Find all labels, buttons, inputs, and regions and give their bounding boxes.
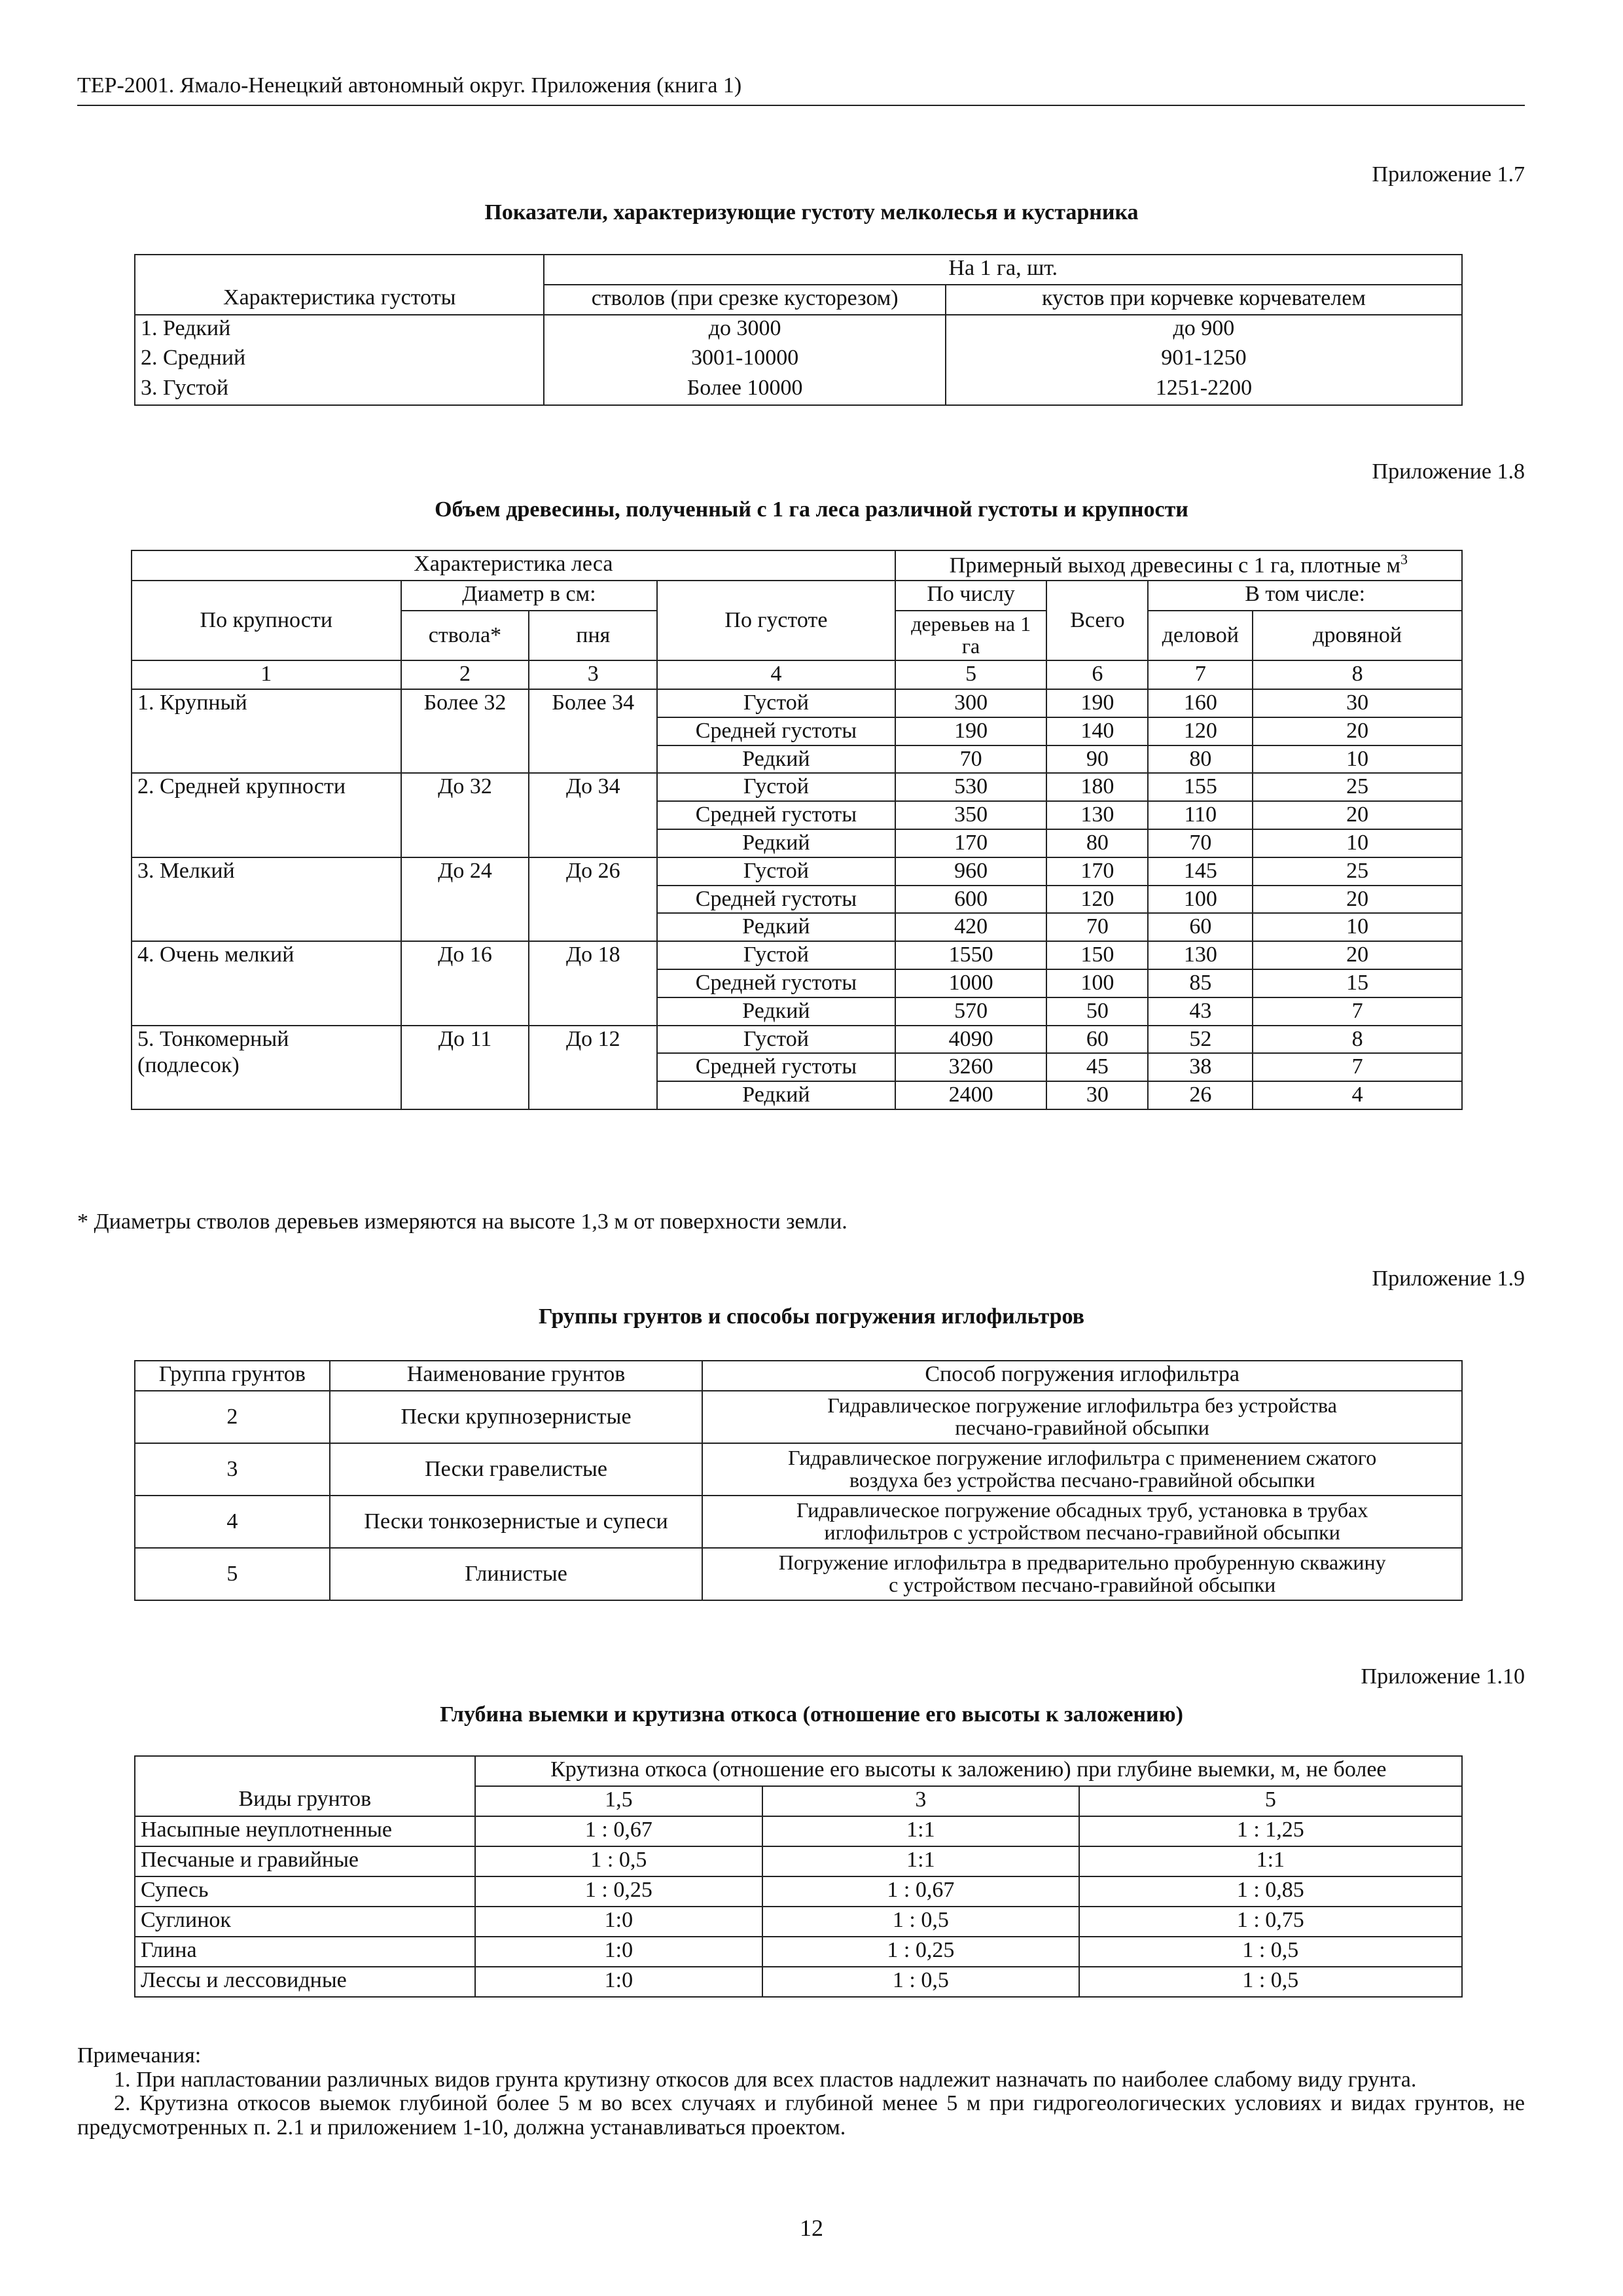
table-cell: 1. Редкий (135, 315, 544, 345)
table-cell: 160 (1148, 689, 1253, 717)
header-cell: 1,5 (475, 1786, 763, 1816)
table-cell: 1 : 0,5 (475, 1846, 763, 1876)
size-label: 4. Очень мелкий (137, 942, 294, 967)
table-row (135, 1937, 1462, 1967)
table-row (132, 857, 1462, 886)
table-cell: 20 (1253, 886, 1462, 914)
table-cell: Песчаные и гравийные (135, 1846, 475, 1876)
table-cell: 80 (1046, 829, 1148, 857)
table-row (132, 773, 1462, 801)
table-cell: 80 (1148, 745, 1253, 774)
table-cell: 1 : 0,5 (762, 1907, 1079, 1937)
size-label: 2. Средней крупности (137, 774, 346, 799)
table-cell: 25 (1253, 773, 1462, 801)
table-cell: 600 (895, 886, 1047, 914)
table-cell: 3001-10000 (544, 345, 945, 375)
table-cell: Редкий (657, 913, 895, 941)
table-cell: 3. Густой (135, 375, 544, 405)
table-row (135, 1816, 1462, 1846)
table-cell: До 26 (529, 857, 657, 941)
table-cell: 901-1250 (946, 345, 1462, 375)
table-cell: 1:1 (762, 1846, 1079, 1876)
table-cell: 43 (1148, 997, 1253, 1026)
table-cell: 38 (1148, 1053, 1253, 1081)
table-cell: 20 (1253, 941, 1462, 969)
appendix-1-9-title: Группы грунтов и способы погружения иглофильтров (538, 1304, 1085, 1329)
table-cell: До 11 (401, 1026, 529, 1109)
table-cell: 180 (1046, 773, 1148, 801)
table-cell (132, 1026, 401, 1109)
table-cell: Редкий (657, 997, 895, 1026)
note-2: 2. Крутизна откосов выемок глубиной более 5 м во всех случаях и глубиной менее 5 м при гидрогеологических условиях и видах грунтов, не предусмотренных п. 2.1 и приложением 1-10, должна устанавливаться проектом. (77, 2091, 1525, 2140)
table-row (135, 1876, 1462, 1907)
table-row (135, 1907, 1462, 1937)
table-cell: 1550 (895, 941, 1047, 969)
table-cell: Густой (657, 773, 895, 801)
table-cell: 10 (1253, 745, 1462, 774)
table-cell: Редкий (657, 1081, 895, 1109)
table-cell: 60 (1148, 913, 1253, 941)
size-label: 5. Тонкомерный (137, 1026, 289, 1051)
header-cell: деловой (1148, 611, 1253, 660)
header-cell: дровяной (1253, 611, 1462, 660)
header-cell: По густоте (657, 581, 895, 660)
table-cell: 15 (1253, 969, 1462, 997)
table-row (135, 1967, 1462, 1997)
table-cell: 4 (135, 1496, 330, 1548)
table-cell: 100 (1046, 969, 1148, 997)
column-number: 1 (132, 660, 401, 689)
appendix-1-9-label: Приложение 1.9 (1372, 1266, 1525, 1291)
appendix-1-7-title: Показатели, характеризующие густоту мелколесья и кустарника (484, 200, 1139, 224)
table-cell: 1 : 0,5 (762, 1967, 1079, 1997)
header-cell: стволов (при срезке кусторезом) (544, 285, 945, 315)
table-cell: 1 : 0,67 (475, 1816, 763, 1846)
table-cell: Густой (657, 857, 895, 886)
header-cell: Способ погружения иглофильтра (702, 1361, 1462, 1391)
table-cell: 20 (1253, 717, 1462, 745)
table-cell: До 18 (529, 941, 657, 1025)
table-wood-volume (131, 550, 1463, 1110)
table-cell (132, 689, 401, 773)
table-row (135, 1846, 1462, 1876)
table-cell: До 32 (401, 773, 529, 857)
table-cell: Редкий (657, 745, 895, 774)
table-cell: Средней густоты (657, 717, 895, 745)
column-number: 6 (1046, 660, 1148, 689)
table-cell: До 24 (401, 857, 529, 941)
header-cell: Диаметр в см: (401, 581, 658, 611)
table-cell: 60 (1046, 1026, 1148, 1054)
table-cell: 170 (1046, 857, 1148, 886)
table-cell: Суглинок (135, 1907, 475, 1937)
column-number: 2 (401, 660, 529, 689)
table-cell (132, 941, 401, 1025)
table-cell: 2400 (895, 1081, 1047, 1109)
table-cell: 85 (1148, 969, 1253, 997)
column-number: 3 (529, 660, 657, 689)
header-yield-text: Примерный выход древесины с 1 га, плотные м (949, 553, 1401, 578)
table-cell: 300 (895, 689, 1047, 717)
table-row (132, 941, 1462, 969)
table-cell: 3 (135, 1443, 330, 1496)
table-cell (132, 773, 401, 857)
table-cell: 70 (895, 745, 1047, 774)
table-cell: 155 (1148, 773, 1253, 801)
table-cell: 10 (1253, 913, 1462, 941)
header-cell: Крутизна откоса (отношение его высоты к заложению) при глубине выемки, м, не более (475, 1756, 1462, 1786)
header-cell (895, 550, 1462, 581)
column-number: 7 (1148, 660, 1253, 689)
table-cell: 70 (1046, 913, 1148, 941)
header-cell: На 1 га, шт. (544, 255, 1462, 285)
header-cell: Группа грунтов (135, 1361, 330, 1391)
table-cell (702, 1391, 1462, 1443)
table-cell: 70 (1148, 829, 1253, 857)
table-cell: 1 : 0,5 (1079, 1937, 1462, 1967)
table-cell: до 3000 (544, 315, 945, 345)
table-cell: 1251-2200 (946, 375, 1462, 405)
table-cell: 7 (1253, 997, 1462, 1026)
method-line: Гидравлическое погружение иглофильтра без устройства (827, 1393, 1337, 1418)
header-cell: Виды грунтов (135, 1786, 475, 1816)
table-cell: Густой (657, 941, 895, 969)
table-cell: 145 (1148, 857, 1253, 886)
table-cell: До 34 (529, 773, 657, 857)
table-cell: Более 32 (401, 689, 529, 773)
header-cell: ствола* (401, 611, 529, 660)
table-cell: Более 10000 (544, 375, 945, 405)
table-cell: 2 (135, 1391, 330, 1443)
table-cell: 1:0 (475, 1967, 763, 1997)
table-cell: 1 : 0,25 (762, 1937, 1079, 1967)
table-cell: Глина (135, 1937, 475, 1967)
table-cell: 1 : 1,25 (1079, 1816, 1462, 1846)
table-cell: 190 (895, 717, 1047, 745)
table-cell: 20 (1253, 801, 1462, 829)
table-cell (702, 1548, 1462, 1600)
running-header: ТЕР-2001. Ямало-Ненецкий автономный округ. Приложения (книга 1) (77, 73, 1525, 106)
table-cell: 8 (1253, 1026, 1462, 1054)
table-cell: 1:0 (475, 1907, 763, 1937)
note-1: 1. При напластовании различных видов грунта крутизну откосов для всех пластов надлежит назначать по наиболее слабому виду грунта. (114, 2067, 1417, 2092)
table-cell: Глинистые (330, 1548, 703, 1600)
table-soil-groups (134, 1360, 1463, 1601)
table-cell: 150 (1046, 941, 1148, 969)
table-cell: До 16 (401, 941, 529, 1025)
table-cell: до 900 (946, 315, 1462, 345)
column-number: 8 (1253, 660, 1462, 689)
header-cell: Всего (1046, 581, 1148, 660)
table-cell: Средней густоты (657, 801, 895, 829)
table-cell: 1000 (895, 969, 1047, 997)
table-cell: 10 (1253, 829, 1462, 857)
table-cell: 1 : 0,75 (1079, 1907, 1462, 1937)
table-cell: Пески тонкозернистые и супеси (330, 1496, 703, 1548)
table-cell: 4090 (895, 1026, 1047, 1054)
size-label: 3. Мелкий (137, 858, 235, 883)
table-cell: 570 (895, 997, 1047, 1026)
table-cell: 530 (895, 773, 1047, 801)
page-number: 12 (800, 2215, 823, 2241)
header-cell: Характеристика леса (132, 550, 895, 581)
table-cell: Густой (657, 689, 895, 717)
table-cell: 3260 (895, 1053, 1047, 1081)
table-cell: 1 : 0,85 (1079, 1876, 1462, 1907)
footnote-diameter: * Диаметры стволов деревьев измеряются на высоте 1,3 м от поверхности земли. (77, 1210, 847, 1234)
table-cell: Пески гравелистые (330, 1443, 703, 1496)
table-row (132, 689, 1462, 717)
table-cell: 1 : 0,5 (1079, 1967, 1462, 1997)
table-cell: 350 (895, 801, 1047, 829)
method-line: песчано-гравийной обсыпки (955, 1416, 1209, 1439)
table-cell: 1:1 (762, 1816, 1079, 1846)
table-cell: 4 (1253, 1081, 1462, 1109)
header-cell: 3 (762, 1786, 1079, 1816)
method-line: Гидравлическое погружение иглофильтра с применением сжатого (788, 1446, 1377, 1470)
method-line: с устройством песчано-гравийной обсыпки (889, 1573, 1276, 1596)
table-cell (702, 1443, 1462, 1496)
table-row (132, 1026, 1462, 1054)
table-cell: 52 (1148, 1026, 1253, 1054)
appendix-1-10-title: Глубина выемки и крутизна откоса (отношение его высоты к заложению) (440, 1702, 1183, 1727)
header-cell: По числу (895, 581, 1047, 611)
table-cell: Густой (657, 1026, 895, 1054)
notes-title: Примечания: (77, 2043, 202, 2068)
table-cell: 7 (1253, 1053, 1462, 1081)
column-number: 5 (895, 660, 1047, 689)
table-cell: 960 (895, 857, 1047, 886)
header-cell: В том числе: (1148, 581, 1462, 611)
table-cell: 120 (1046, 886, 1148, 914)
table-cell: 30 (1046, 1081, 1148, 1109)
table-cell: 25 (1253, 857, 1462, 886)
size-label-2: (подлесок) (137, 1053, 240, 1078)
header-cell: пня (529, 611, 657, 660)
table-cell: 90 (1046, 745, 1148, 774)
table-cell: 1:1 (1079, 1846, 1462, 1876)
appendix-1-8-title: Объем древесины, полученный с 1 га леса различной густоты и крупности (435, 497, 1188, 522)
size-label: 1. Крупный (137, 691, 247, 715)
notes-block (77, 2044, 1525, 2140)
table-cell: Редкий (657, 829, 895, 857)
appendix-1-7-label: Приложение 1.7 (1372, 162, 1525, 187)
table-cell: Насыпные неуплотненные (135, 1816, 475, 1846)
table-cell: 420 (895, 913, 1047, 941)
method-line: иглофильтров с устройством песчано-гравийной обсыпки (824, 1520, 1340, 1544)
table-cell: 26 (1148, 1081, 1253, 1109)
header-cell: кустов при корчевке корчевателем (946, 285, 1462, 315)
table-cell: 1 : 0,67 (762, 1876, 1079, 1907)
table-cell: 45 (1046, 1053, 1148, 1081)
table-cell: До 12 (529, 1026, 657, 1109)
appendix-1-10-label: Приложение 1.10 (1361, 1664, 1525, 1689)
table-cell: Более 34 (529, 689, 657, 773)
table-cell: Лессы и лессовидные (135, 1967, 475, 1997)
header-cell (135, 255, 544, 285)
table-cell: 130 (1148, 941, 1253, 969)
table-cell (132, 857, 401, 941)
table-cell: 110 (1148, 801, 1253, 829)
table-cell: 170 (895, 829, 1047, 857)
header-cell: Характеристика густоты (135, 285, 544, 315)
table-cell (702, 1496, 1462, 1548)
table-cell: 100 (1148, 886, 1253, 914)
table-cell: Средней густоты (657, 1053, 895, 1081)
method-line: Погружение иглофильтра в предварительно пробуренную скважину (778, 1551, 1386, 1575)
method-line: Гидравлическое погружение обсадных труб, установка в трубах (796, 1498, 1368, 1522)
header-cell: По крупности (132, 581, 401, 660)
header-cell (135, 1756, 475, 1786)
table-cell: 120 (1148, 717, 1253, 745)
header-cell: деревьев на 1 га (895, 611, 1047, 660)
appendix-1-8-label: Приложение 1.8 (1372, 459, 1525, 484)
header-yield-sup: 3 (1400, 551, 1408, 567)
table-density (134, 254, 1463, 406)
table-cell: 1:0 (475, 1937, 763, 1967)
table-cell: 5 (135, 1548, 330, 1600)
table-cell: 30 (1253, 689, 1462, 717)
table-cell: 2. Средний (135, 345, 544, 375)
table-slope (134, 1755, 1463, 1998)
table-cell: 140 (1046, 717, 1148, 745)
method-line: воздуха без устройства песчано-гравийной обсыпки (849, 1468, 1315, 1492)
table-cell: Средней густоты (657, 886, 895, 914)
table-cell: 190 (1046, 689, 1148, 717)
header-cell: Наименование грунтов (330, 1361, 703, 1391)
header-cell: 5 (1079, 1786, 1462, 1816)
table-cell: Супесь (135, 1876, 475, 1907)
table-cell: 1 : 0,25 (475, 1876, 763, 1907)
table-cell: Пески крупнозернистые (330, 1391, 703, 1443)
table-cell: 130 (1046, 801, 1148, 829)
column-number: 4 (657, 660, 895, 689)
table-cell: Средней густоты (657, 969, 895, 997)
table-cell: 50 (1046, 997, 1148, 1026)
